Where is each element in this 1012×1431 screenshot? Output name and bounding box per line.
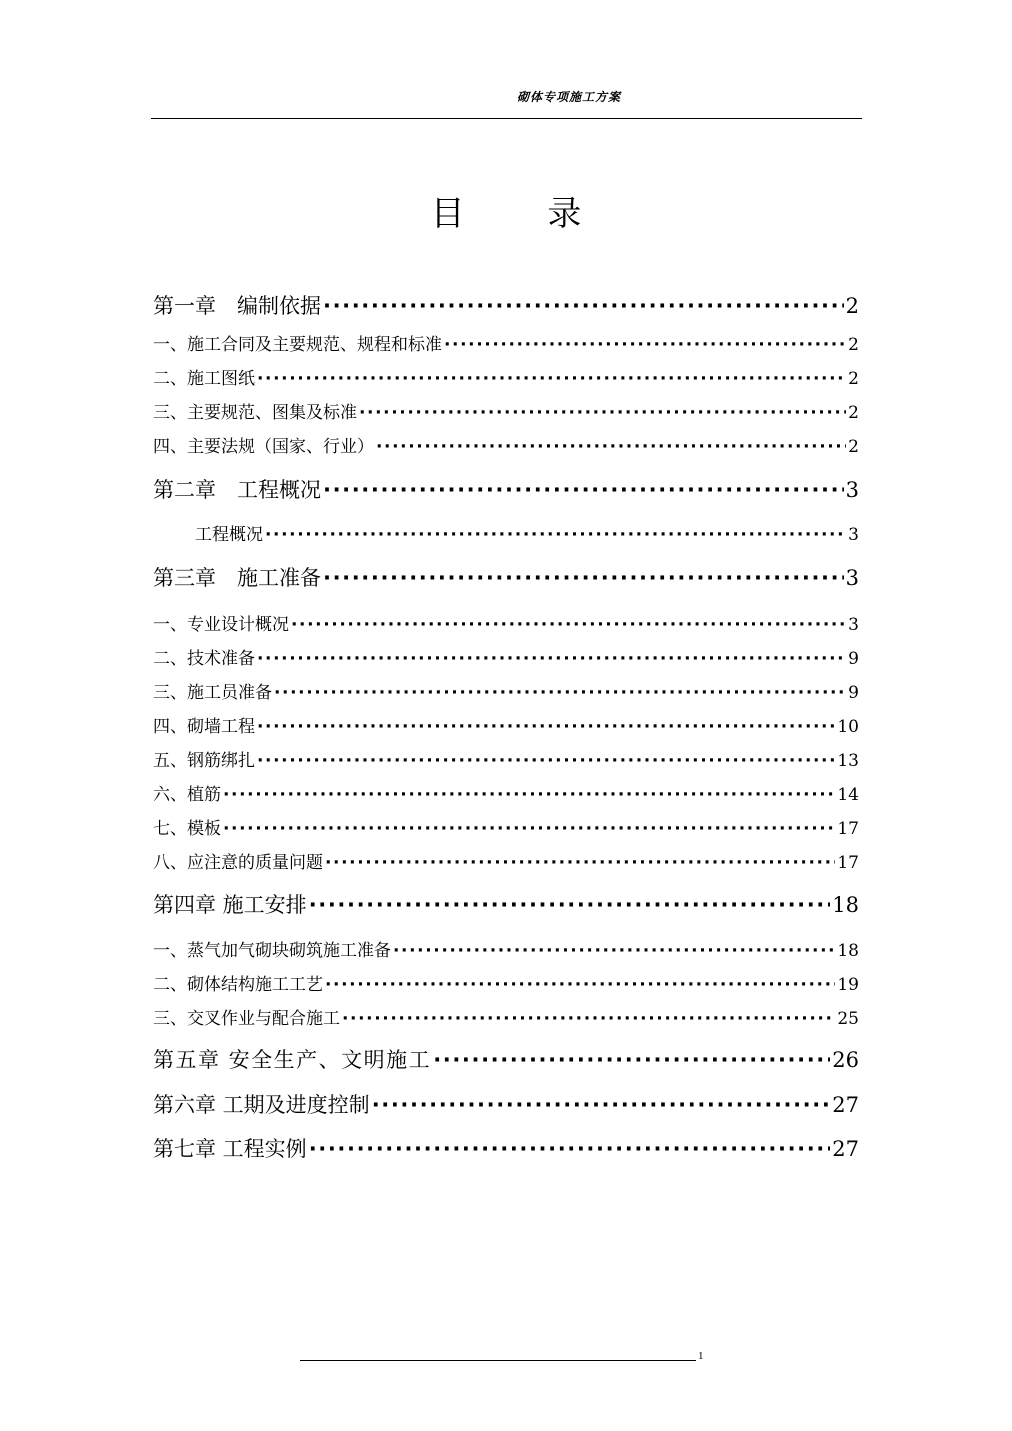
toc-entry-page: 2 — [848, 403, 859, 423]
toc-entry-label: 八、应注意的质量问题 — [153, 853, 323, 873]
dot-leader — [257, 649, 846, 669]
toc-entry-label: 六、植筋 — [153, 785, 221, 805]
dot-leader — [265, 525, 846, 545]
toc-entry-page: 27 — [832, 1137, 859, 1161]
toc-entry-page: 3 — [848, 525, 859, 545]
toc-entry-section[interactable] — [153, 746, 859, 771]
dot-leader — [325, 975, 835, 995]
toc-entry-section[interactable] — [153, 644, 859, 669]
toc-entry-label: 二、砌体结构施工工艺 — [153, 975, 323, 995]
toc-entry-label: 三、主要规范、图集及标准 — [153, 403, 357, 423]
dot-leader — [372, 1093, 831, 1117]
toc-entry-page: 2 — [848, 369, 859, 389]
dot-leader — [393, 941, 835, 961]
toc-entry-page: 26 — [832, 1048, 859, 1072]
toc-entry-chapter-1[interactable] — [153, 290, 859, 320]
dot-leader — [325, 853, 835, 873]
toc-entry-section[interactable] — [153, 678, 859, 703]
dot-leader — [323, 478, 844, 502]
dot-leader — [257, 717, 835, 737]
dot-leader — [309, 893, 831, 917]
dot-leader — [223, 785, 835, 805]
toc-entry-chapter-2[interactable] — [153, 474, 859, 504]
toc-entry-page: 13 — [837, 751, 859, 771]
toc-entry-label: 第四章 施工安排 — [153, 893, 307, 917]
toc-entry-section[interactable] — [153, 848, 859, 873]
dot-leader — [257, 751, 835, 771]
toc-entry-page: 27 — [832, 1093, 859, 1117]
toc-entry-section[interactable] — [153, 1004, 859, 1029]
toc-entry-label: 七、模板 — [153, 819, 221, 839]
toc-entry-label: 一、施工合同及主要规范、规程和标准 — [153, 335, 442, 355]
toc-entry-chapter-5[interactable] — [153, 1044, 859, 1074]
header-divider — [151, 118, 862, 119]
toc-entry-label: 四、主要法规（国家、行业） — [153, 437, 374, 457]
dot-leader — [359, 403, 846, 423]
toc-entry-page: 3 — [845, 566, 859, 590]
toc-heading: 目 录 — [430, 194, 618, 234]
toc-entry-label: 一、蒸气加气砌块砌筑施工准备 — [153, 941, 391, 961]
toc-entry-page: 19 — [837, 975, 859, 995]
toc-entry-label: 第二章 工程概况 — [153, 478, 321, 502]
toc-entry-label: 二、施工图纸 — [153, 369, 255, 389]
toc-entry-page: 18 — [832, 893, 859, 917]
toc-entry-page: 25 — [837, 1009, 859, 1029]
toc-entry-section[interactable] — [153, 330, 859, 355]
toc-entry-page: 2 — [848, 437, 859, 457]
toc-entry-page: 17 — [837, 853, 859, 873]
toc-entry-section[interactable] — [153, 970, 859, 995]
toc-entry-label: 第一章 编制依据 — [153, 294, 321, 318]
dot-leader — [444, 335, 846, 355]
toc-entry-page: 3 — [845, 478, 859, 502]
toc-entry-page: 18 — [837, 941, 859, 961]
dot-leader — [309, 1137, 831, 1161]
toc-entry-label: 第五章 安全生产、文明施工 — [153, 1048, 432, 1072]
dot-leader — [323, 294, 844, 318]
toc-entry-chapter-4[interactable] — [153, 889, 859, 919]
dot-leader — [223, 819, 835, 839]
toc-entry-label: 二、技术准备 — [153, 649, 255, 669]
toc-entry-page: 9 — [848, 649, 859, 669]
toc-entry-section[interactable] — [153, 398, 859, 423]
toc-entry-section[interactable] — [153, 520, 859, 545]
toc-entry-section[interactable] — [153, 814, 859, 839]
dot-leader — [342, 1009, 835, 1029]
dot-leader — [291, 615, 846, 635]
toc-entry-page: 9 — [848, 683, 859, 703]
toc-entry-section[interactable] — [153, 712, 859, 737]
dot-leader — [376, 437, 846, 457]
toc-entry-section[interactable] — [153, 936, 859, 961]
toc-entry-section[interactable] — [153, 432, 859, 457]
toc-entry-page: 10 — [837, 717, 859, 737]
toc-entry-label: 三、交叉作业与配合施工 — [153, 1009, 340, 1029]
toc-entry-label: 四、砌墙工程 — [153, 717, 255, 737]
toc-entry-label: 工程概况 — [195, 525, 263, 545]
dot-leader — [433, 1048, 830, 1072]
toc-entry-page: 2 — [848, 335, 859, 355]
toc-entry-label: 第六章 工期及进度控制 — [153, 1093, 370, 1117]
running-header: 砌体专项施工方案 — [517, 90, 622, 104]
toc-entry-label: 三、施工员准备 — [153, 683, 272, 703]
toc-entry-section[interactable] — [153, 610, 859, 635]
page-number: 1 — [698, 1350, 704, 1362]
toc-entry-page: 3 — [848, 615, 859, 635]
toc-entry-chapter-3[interactable] — [153, 562, 859, 592]
toc-entry-section[interactable] — [153, 780, 859, 805]
toc-entry-chapter-7[interactable] — [153, 1133, 859, 1163]
toc-entry-label: 五、钢筋绑扎 — [153, 751, 255, 771]
dot-leader — [274, 683, 846, 703]
toc-entry-chapter-6[interactable] — [153, 1089, 859, 1119]
toc-entry-page: 14 — [837, 785, 859, 805]
toc-entry-page: 2 — [845, 294, 859, 318]
footer-divider — [300, 1360, 696, 1361]
toc-entry-label: 一、专业设计概况 — [153, 615, 289, 635]
toc-entry-section[interactable] — [153, 364, 859, 389]
toc-entry-label: 第七章 工程实例 — [153, 1137, 307, 1161]
dot-leader — [323, 566, 844, 590]
toc-entry-label: 第三章 施工准备 — [153, 566, 321, 590]
toc-entry-page: 17 — [837, 819, 859, 839]
dot-leader — [257, 369, 846, 389]
